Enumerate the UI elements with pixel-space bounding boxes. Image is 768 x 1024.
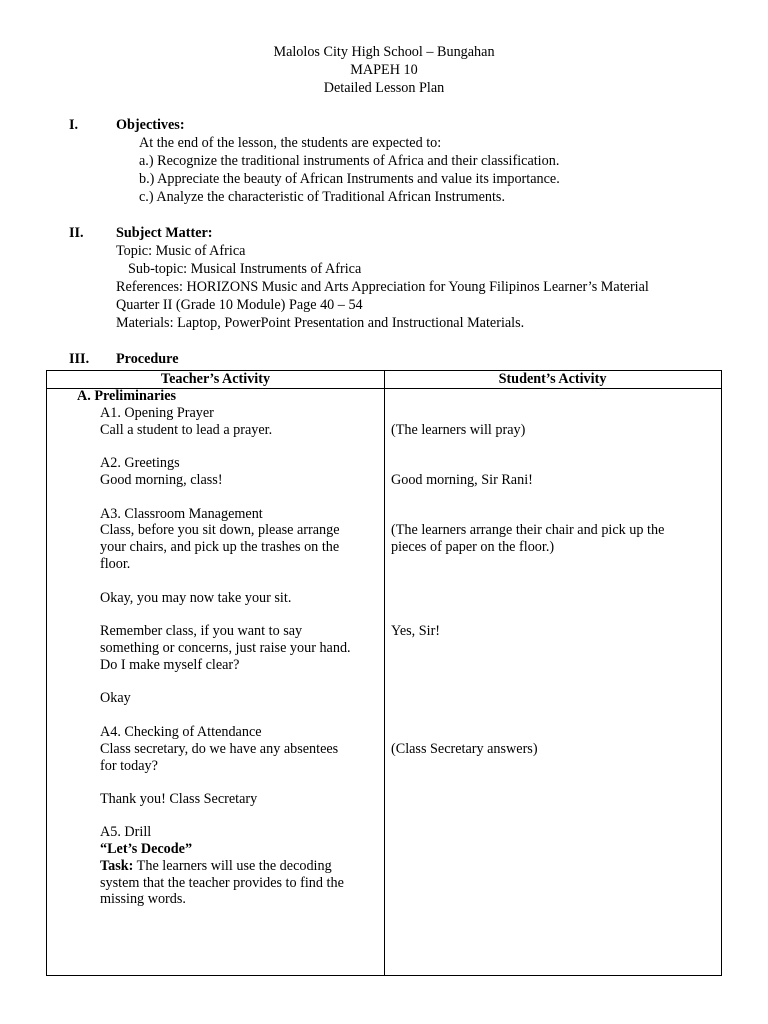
teacher-line: Remember class, if you want to say [100,623,303,639]
teacher-line: Okay, you may now take your sit. [100,590,292,606]
student-line: Yes, Sir! [391,623,441,639]
section-numeral-subject-matter: II. [69,225,84,241]
teacher-line: A4. Checking of Attendance [100,724,262,740]
teacher-line: for today? [100,758,158,774]
teacher-line: Thank you! Class Secretary [100,791,258,807]
subject-name: MAPEH 10 [350,62,418,78]
teacher-line: Call a student to lead a prayer. [100,422,273,438]
teacher-line: your chairs, and pick up the trashes on the [100,539,340,555]
section-numeral-objectives: I. [69,117,79,133]
teacher-line: A2. Greetings [100,455,180,471]
objective-item: a.) Recognize the traditional instruments of Africa and their classification. [139,153,560,169]
objective-item: c.) Analyze the characteristic of Traditional African Instruments. [139,189,505,205]
task-text: The learners will use the decoding [133,858,332,874]
student-line: (The learners will pray) [391,422,526,438]
student-line: pieces of paper on the floor.) [391,539,555,555]
teacher-line: floor. [100,556,131,572]
teacher-line: Good morning, class! [100,472,223,488]
references: References: HORIZONS Music and Arts Appreciation for Young Filipinos Learner’s Material [116,279,649,295]
table-column-divider [384,371,385,975]
teacher-line: Class secretary, do we have any absentees [100,741,339,757]
objectives-intro: At the end of the lesson, the students are expected to: [139,135,442,151]
teacher-line: A3. Classroom Management [100,506,263,522]
drill-task [100,857,332,875]
task-label: Task: [100,858,134,874]
section-title-procedure: Procedure [116,351,179,367]
section-numeral-procedure: III. [69,351,90,367]
section-title-objectives: Objectives: [116,117,185,133]
document-title: Detailed Lesson Plan [323,80,445,96]
teacher-line: missing words. [100,891,186,907]
teacher-line: A1. Opening Prayer [100,405,214,421]
column-header-teacher: Teacher’s Activity [160,371,271,387]
teacher-line: Class, before you sit down, please arrange [100,522,340,538]
preliminaries-heading: A. Preliminaries [77,388,177,404]
materials: Materials: Laptop, PowerPoint Presentation and Instructional Materials. [116,315,525,331]
references-continued: Quarter II (Grade 10 Module) Page 40 – 54 [116,297,363,313]
school-name: Malolos City High School – Bungahan [273,44,495,60]
student-line: Good morning, Sir Rani! [391,472,533,488]
teacher-line: Do I make myself clear? [100,657,240,673]
column-header-student: Student’s Activity [498,371,607,387]
teacher-line: something or concerns, just raise your hand. [100,640,351,656]
subtopic: Sub-topic: Musical Instruments of Africa [128,261,362,277]
section-title-subject-matter: Subject Matter: [116,225,213,241]
teacher-line: Okay [100,690,131,706]
teacher-line: system that the teacher provides to find the [100,875,344,891]
objective-item: b.) Appreciate the beauty of African Instruments and value its importance. [139,171,560,187]
topic: Topic: Music of Africa [116,243,246,259]
student-line: (Class Secretary answers) [391,741,538,757]
drill-title: “Let’s Decode” [100,841,193,857]
teacher-line: A5. Drill [100,824,152,840]
student-line: (The learners arrange their chair and pick up the [391,522,665,538]
